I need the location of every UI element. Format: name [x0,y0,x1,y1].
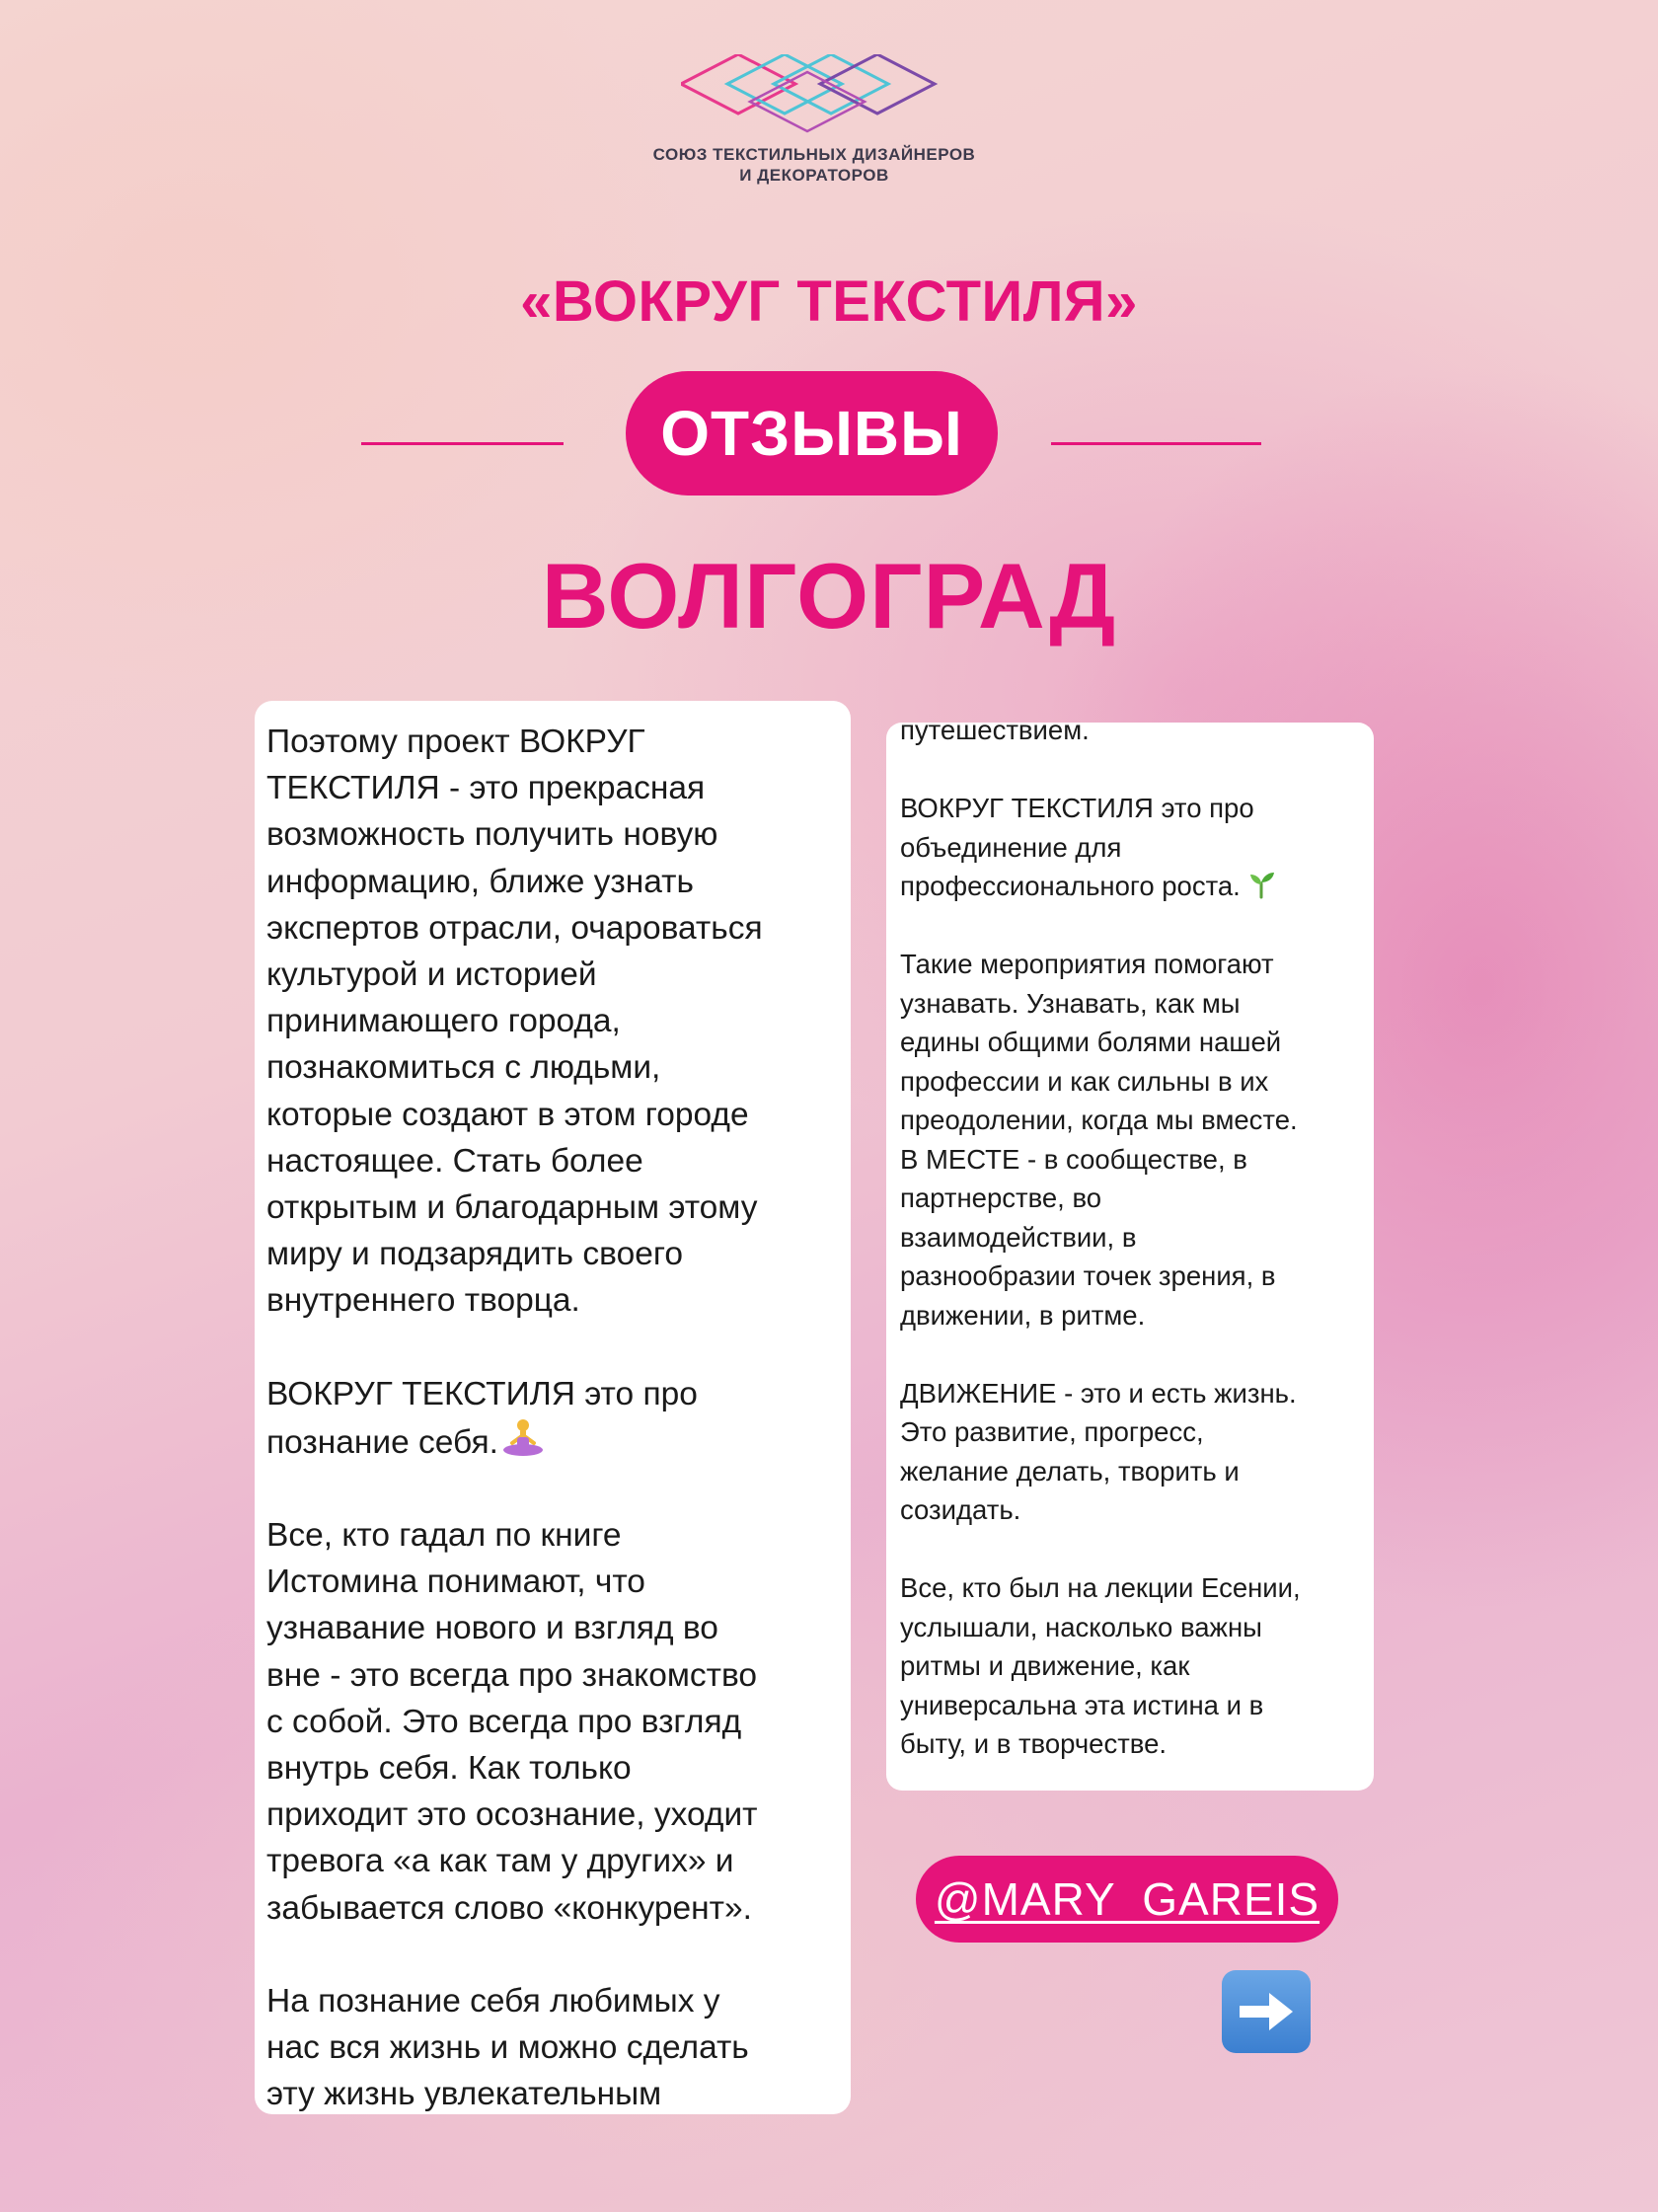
review-paragraph: путешествием. [900,723,1090,745]
person-in-lotus-position-icon [500,1417,546,1459]
author-handle-link[interactable] [916,1856,1338,1943]
review-paragraph: Такие мероприятия помогают узнавать. Узнавать, как мы едины общими болями нашей профессии и как сильны в их преодолении, когда мы вместе. В МЕСТЕ - в сообществе, в партнерстве, во взаимодействии, в разнообразии точек зрения, в движении, в ритме. [900,949,1298,1331]
review-paragraph-with-emoji [266,1371,841,1466]
review-paragraph-text: ВОКРУГ ТЕКСТИЛЯ это про объединение для профессионального роста. [900,793,1254,901]
review-paragraph: Все, кто гадал по книге Истомина понимают, что узнавание нового и взгляд во вне - это всегда про знакомство с собой. Это всегда про взгляд внутрь себя. Как только приходит это осознание, уходит тревога «а как там у других» и забывается слово «конкурент». [266,1517,758,1927]
review-paragraph: На познание себя любимых у нас вся жизнь и можно сделать эту жизнь увлекательным [266,1982,749,2113]
review-screenshot-left [255,701,851,2114]
organization-name [553,144,1076,186]
organization-name-line-2: И ДЕКОРАТОРОВ [739,166,889,185]
divider-right [1051,442,1261,445]
city-title: ВОЛГОГРАД [541,544,1117,648]
review-paragraph: Поэтому проект ВОКРУГ ТЕКСТИЛЯ - это прекрасная возможность получить новую информацию, ближе узнать экспертов отрасли, очароваться культурой и историей принимающего города, познакомиться с людьми, которые создают в этом городе настоящее. Стать более открытым и благодарным этому миру и подзарядить своего внутреннего творца. [266,724,763,1320]
divider-left [361,442,564,445]
organization-logo [681,54,947,143]
author-handle-text: @MARY_GAREIS [934,1873,1320,1925]
review-paragraph: ДВИЖЕНИЕ - это и есть жизнь. Это развитие, прогресс, желание делать, творить и созидать. [900,1377,1297,1525]
seedling-icon [1246,870,1276,899]
review-screenshot-right [886,723,1374,1791]
section-badge-reviews: ОТЗЫВЫ [626,371,998,496]
organization-name-line-1: СОЮЗ ТЕКСТИЛЬНЫХ ДИЗАЙНЕРОВ [652,145,976,164]
review-paragraph-with-emoji [900,789,1364,906]
review-paragraph: Все, кто был на лекции Есении, услышали, насколько важны ритмы и движение, как универсальна эта истина и в быту, и в творчестве. [900,1572,1301,1759]
next-slide-button[interactable] [1222,1970,1311,2053]
project-title: «ВОКРУГ ТЕКСТИЛЯ» [520,269,1138,334]
review-paragraph-text: ВОКРУГ ТЕКСТИЛЯ это про познание себя. [266,1375,698,1461]
right-arrow-icon [1236,1987,1297,2036]
